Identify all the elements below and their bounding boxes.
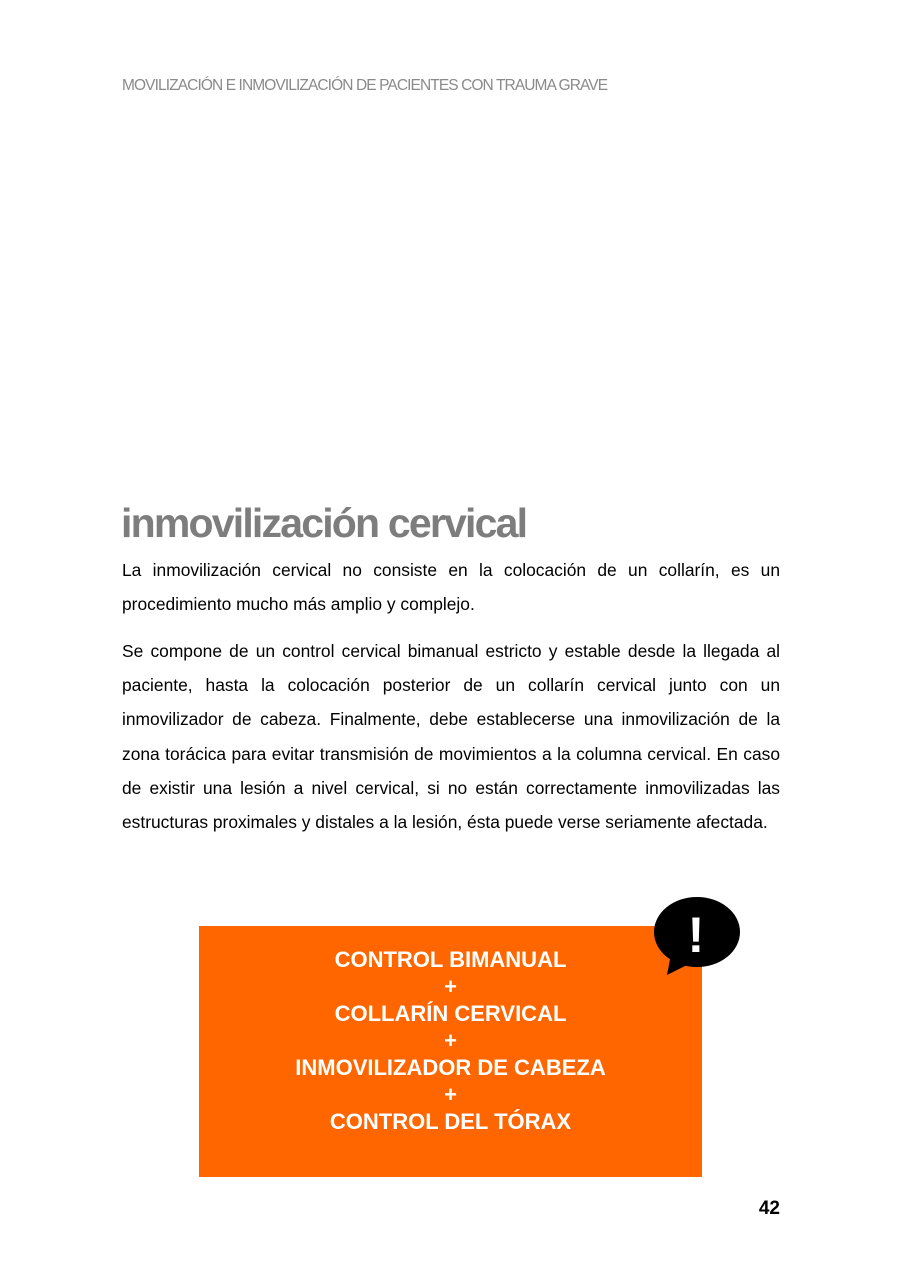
callout-line-collarin-cervical: COLLARÍN CERVICAL [334, 1001, 567, 1026]
callout-plus-2: + [444, 1028, 457, 1053]
paragraph-detail: Se compone de un control cervical bimanual estricto y estable desde la llegada al paciente, hasta la colocación posterior de un collarín cervical junto con un inmovilizador de cabeza. Finalmente, debe establecerse una inmovilización de la zona torácica para evitar transmisión de movimientos a la columna cervical. En caso de existir una lesión a nivel cervical, si no están correctamente inmovilizadas las estructuras proximales y distales a la lesión, ésta puede verse seriamente afectada. [122, 641, 780, 833]
running-header: MOVILIZACIÓN E INMOVILIZACIÓN DE PACIENTES CON TRAUMA GRAVE [122, 77, 608, 94]
callout-line-inmovilizador-cabeza: INMOVILIZADOR DE CABEZA [295, 1055, 606, 1080]
exclamation-speech-bubble-icon [651, 894, 743, 978]
callout-plus-1: + [444, 974, 457, 999]
summary-callout-box [199, 926, 702, 1177]
callout-line-control-torax: CONTROL DEL TÓRAX [329, 1109, 572, 1134]
page-number: 42 [758, 1198, 780, 1219]
callout-plus-3: + [444, 1082, 457, 1107]
callout-line-control-bimanual: CONTROL BIMANUAL [334, 947, 567, 972]
paragraph-intro: La inmovilización cervical no consiste en la colocación de un collarín, es un procedimiento mucho más amplio y complejo. [122, 560, 780, 615]
section-title: inmovilización cervical [121, 500, 527, 546]
alert-exclamation-mark: ! [687, 907, 705, 963]
